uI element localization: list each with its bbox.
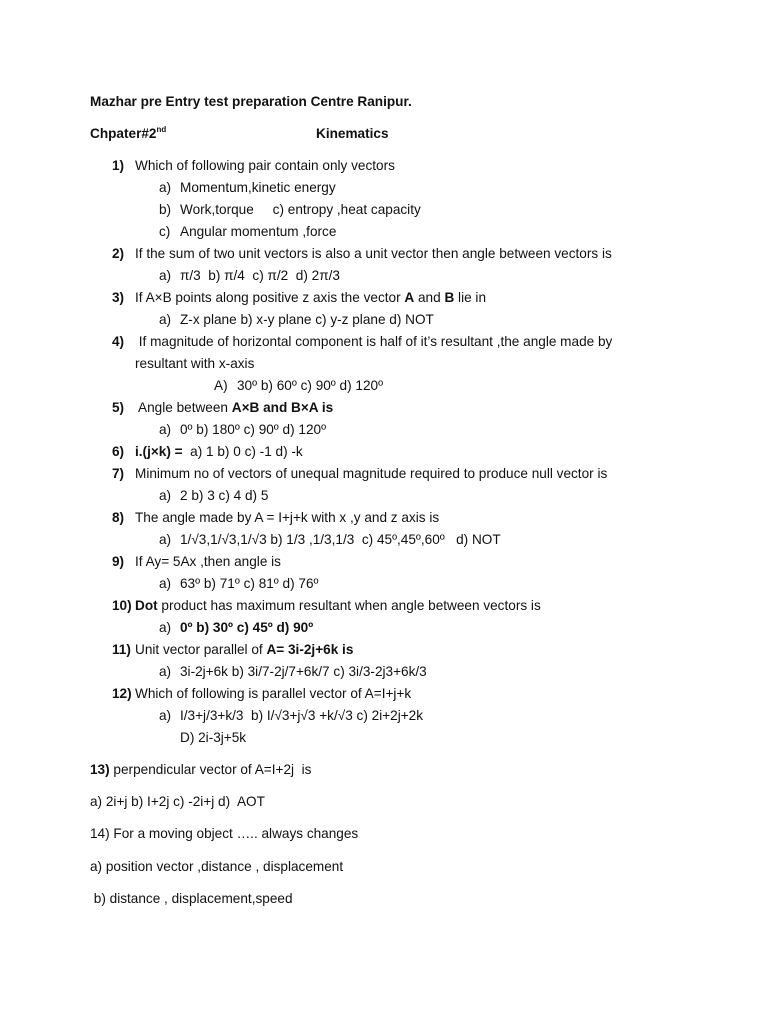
option-text: b) distance , displacement,speed bbox=[90, 891, 293, 906]
option-label: c) bbox=[159, 224, 171, 239]
question-text-start: Unit vector parallel of bbox=[135, 642, 267, 657]
question-text-middle: and bbox=[414, 290, 445, 305]
option-text: a) position vector ,distance , displacement bbox=[90, 859, 344, 874]
question-text bbox=[135, 641, 353, 659]
option-text: 0º b) 30º c) 45º d) 90º bbox=[180, 620, 314, 635]
question-text: The angle made by A = I+j+k with x ,y and z axis is bbox=[135, 510, 440, 525]
vector-b-label: B bbox=[444, 290, 455, 305]
question-text-start: If A×B points along positive z axis the vector bbox=[135, 290, 405, 305]
option-text: 30º b) 60º c) 90º d) 120º bbox=[237, 378, 384, 393]
question-text: Which of following is parallel vector of A=I+j+k bbox=[135, 686, 412, 701]
option-text: Momentum,kinetic energy bbox=[180, 180, 336, 195]
option-label: A) bbox=[214, 378, 228, 393]
option-text: Angular momentum ,force bbox=[180, 224, 337, 239]
question-text bbox=[135, 443, 303, 461]
question-text: If magnitude of horizontal component is half of it’s resultant ,the angle made by bbox=[135, 334, 613, 349]
option-text: Z-x plane b) x-y plane c) y-z plane d) NOT bbox=[180, 312, 434, 327]
option-label: b) bbox=[159, 202, 172, 217]
inline-options: a) 1 b) 0 c) -1 d) -k bbox=[182, 444, 303, 459]
question-number: 4) bbox=[112, 334, 125, 349]
question-number: 11) bbox=[112, 642, 131, 657]
question-number: 13) bbox=[90, 762, 110, 777]
option-text-d: D) 2i-3j+5k bbox=[180, 730, 247, 745]
option-text: 63º b) 71º c) 81º d) 76º bbox=[180, 576, 319, 591]
question-text-start: Angle between bbox=[135, 400, 232, 415]
chapter-topic: Kinematics bbox=[316, 126, 389, 141]
question-number: 9) bbox=[112, 554, 125, 569]
option-text: π/3 b) π/4 c) π/2 d) 2π/3 bbox=[180, 268, 340, 283]
question-text-rest: product has maximum resultant when angle between vectors is bbox=[157, 598, 541, 613]
question-text: Which of following pair contain only vectors bbox=[135, 158, 395, 173]
option-label: a) bbox=[159, 576, 172, 591]
question-text-bold: A×B and B×A is bbox=[231, 400, 334, 415]
question-13 bbox=[90, 761, 311, 779]
option-label: a) bbox=[159, 664, 172, 679]
question-text bbox=[135, 399, 333, 417]
question-number: 3) bbox=[112, 290, 125, 305]
question-text-bold: A= 3i-2j+6k is bbox=[266, 642, 354, 657]
chapter-label bbox=[90, 125, 166, 143]
vector-a-label: A bbox=[404, 290, 415, 305]
question-text bbox=[135, 597, 541, 615]
question-number: 12) bbox=[112, 686, 132, 701]
option-label: a) bbox=[159, 312, 172, 327]
option-label: a) bbox=[159, 532, 172, 547]
question-13-options: a) 2i+j b) I+2j c) -2i+j d) AOT bbox=[90, 794, 265, 809]
question-text: Minimum no of vectors of unequal magnitude required to produce null vector is bbox=[135, 466, 608, 481]
option-label: a) bbox=[159, 180, 172, 195]
option-text: Work,torque c) entropy ,heat capacity bbox=[180, 202, 421, 217]
question-number: 2) bbox=[112, 246, 125, 261]
centre-title: Mazhar pre Entry test preparation Centre Ranipur. bbox=[90, 94, 412, 109]
question-text: If Ay= 5Ax ,then angle is bbox=[135, 554, 281, 569]
option-label: a) bbox=[159, 620, 172, 635]
option-label: a) bbox=[159, 422, 172, 437]
question-text bbox=[135, 289, 486, 307]
question-number: 7) bbox=[112, 466, 125, 481]
option-text: 1/√3,1/√3,1/√3 b) 1/3 ,1/3,1/3 c) 45º,45º,60º d) NOT bbox=[180, 532, 501, 547]
question-number: 6) bbox=[112, 444, 125, 459]
question-text-end: lie in bbox=[454, 290, 487, 305]
option-text: I/3+j/3+k/3 b) I/√3+j√3 +k/√3 c) 2i+2j+2k bbox=[180, 708, 424, 723]
question-14: 14) For a moving object ….. always changes bbox=[90, 826, 359, 841]
chapter-superscript: nd bbox=[156, 125, 167, 134]
question-number: 8) bbox=[112, 510, 125, 525]
question-text-bold: Dot bbox=[135, 598, 158, 613]
option-text: 3i-2j+6k b) 3i/7-2j/7+6k/7 c) 3i/3-2j3+6k/3 bbox=[180, 664, 427, 679]
option-label: a) bbox=[159, 488, 172, 503]
question-text: perpendicular vector of A=I+2j is bbox=[109, 762, 312, 777]
question-text: resultant with x-axis bbox=[135, 356, 255, 371]
question-number: 5) bbox=[112, 400, 125, 415]
question-text: If the sum of two unit vectors is also a unit vector then angle between vectors is bbox=[135, 246, 612, 261]
question-number: 10) bbox=[112, 598, 132, 613]
question-text-bold: i.(j×k) = bbox=[135, 444, 183, 459]
option-text: 0º b) 180º c) 90º d) 120º bbox=[180, 422, 327, 437]
option-label: a) bbox=[159, 268, 172, 283]
chapter-number: Chpater#2 bbox=[90, 126, 157, 141]
option-label: a) bbox=[159, 708, 172, 723]
option-text: 2 b) 3 c) 4 d) 5 bbox=[180, 488, 269, 503]
question-number: 1) bbox=[112, 158, 125, 173]
